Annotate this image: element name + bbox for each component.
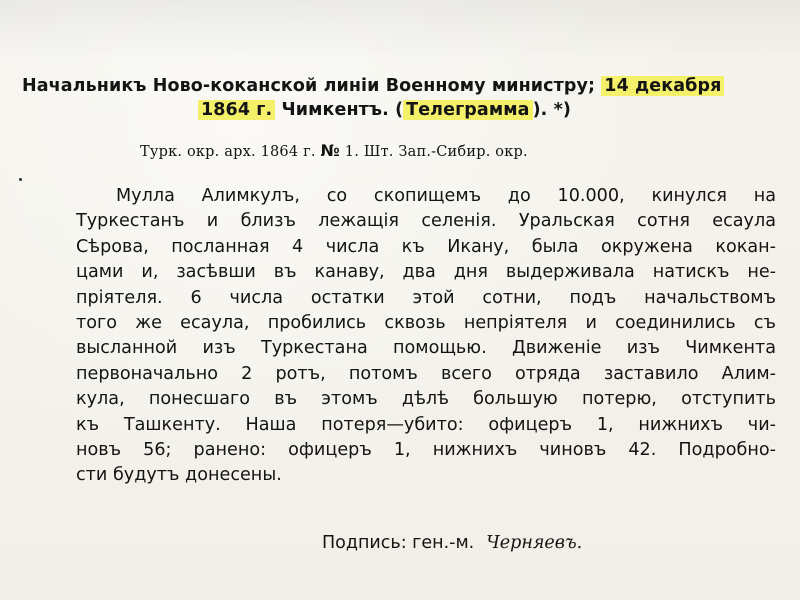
- signature-line: [322, 533, 582, 553]
- source-number-sign: №: [320, 141, 340, 160]
- bleed-through-band: [0, 0, 800, 60]
- signature-label: Подпись: ген.-м.: [322, 533, 475, 553]
- heading-addressee: Начальникъ Ново-коканской линіи Военному министру;: [22, 76, 602, 96]
- telegram-body: [76, 184, 776, 489]
- heading-telegram-highlight: Телеграмма: [403, 100, 532, 120]
- heading-line-2: [22, 98, 792, 122]
- body-line: цами и, засѣвши въ канаву, два дня выдерживала натискъ не-: [76, 262, 776, 283]
- source-prefix: Турк. окр. арх. 1864 г.: [140, 144, 321, 160]
- body-line: новъ 56; ранено: офицеръ 1, нижнихъ чиновъ 42. Подробно-: [76, 440, 776, 461]
- body-line: Сѣрова, посланная 4 числа къ Икану, была окружена кокан-: [76, 236, 776, 257]
- archive-source: [140, 141, 528, 160]
- heading-footnote-mark: ). *): [532, 100, 571, 120]
- heading-year-highlight: 1864 г.: [198, 100, 275, 120]
- body-line: Мулла Алимкулъ, со скопищемъ до 10.000, кинулся на: [116, 186, 776, 206]
- body-line: пріятеля. 6 числа остатки этой сотни, подъ начальствомъ: [76, 287, 776, 308]
- body-line: сти будутъ донесены.: [76, 465, 282, 486]
- heading-date-highlight: 14 декабря: [601, 76, 724, 96]
- signature-name: Черняевъ.: [486, 533, 583, 553]
- body-line: Туркестанъ и близъ лежащія селенія. Уральская сотня есаула: [76, 211, 776, 232]
- body-line: высланной изъ Туркестана помощью. Движеніе изъ Чимкента: [76, 338, 776, 359]
- margin-dot: [19, 178, 22, 181]
- body-line: къ Ташкенту. Наша потеря—убито: офицеръ 1, нижнихъ чи-: [76, 414, 776, 435]
- document-heading: [22, 74, 792, 122]
- source-suffix: 1. Шт. Зап.-Сибир. окр.: [339, 144, 528, 160]
- body-line: того же есаула, пробились сквозь непріятеля и соединились съ: [76, 313, 776, 334]
- body-line: первоначально 2 ротъ, потомъ всего отряда заставило Алим-: [76, 363, 776, 384]
- heading-place: Чимкентъ. (: [275, 100, 404, 120]
- body-line: кула, понесшаго въ этомъ дѣлѣ большую потерю, отступить: [76, 389, 776, 410]
